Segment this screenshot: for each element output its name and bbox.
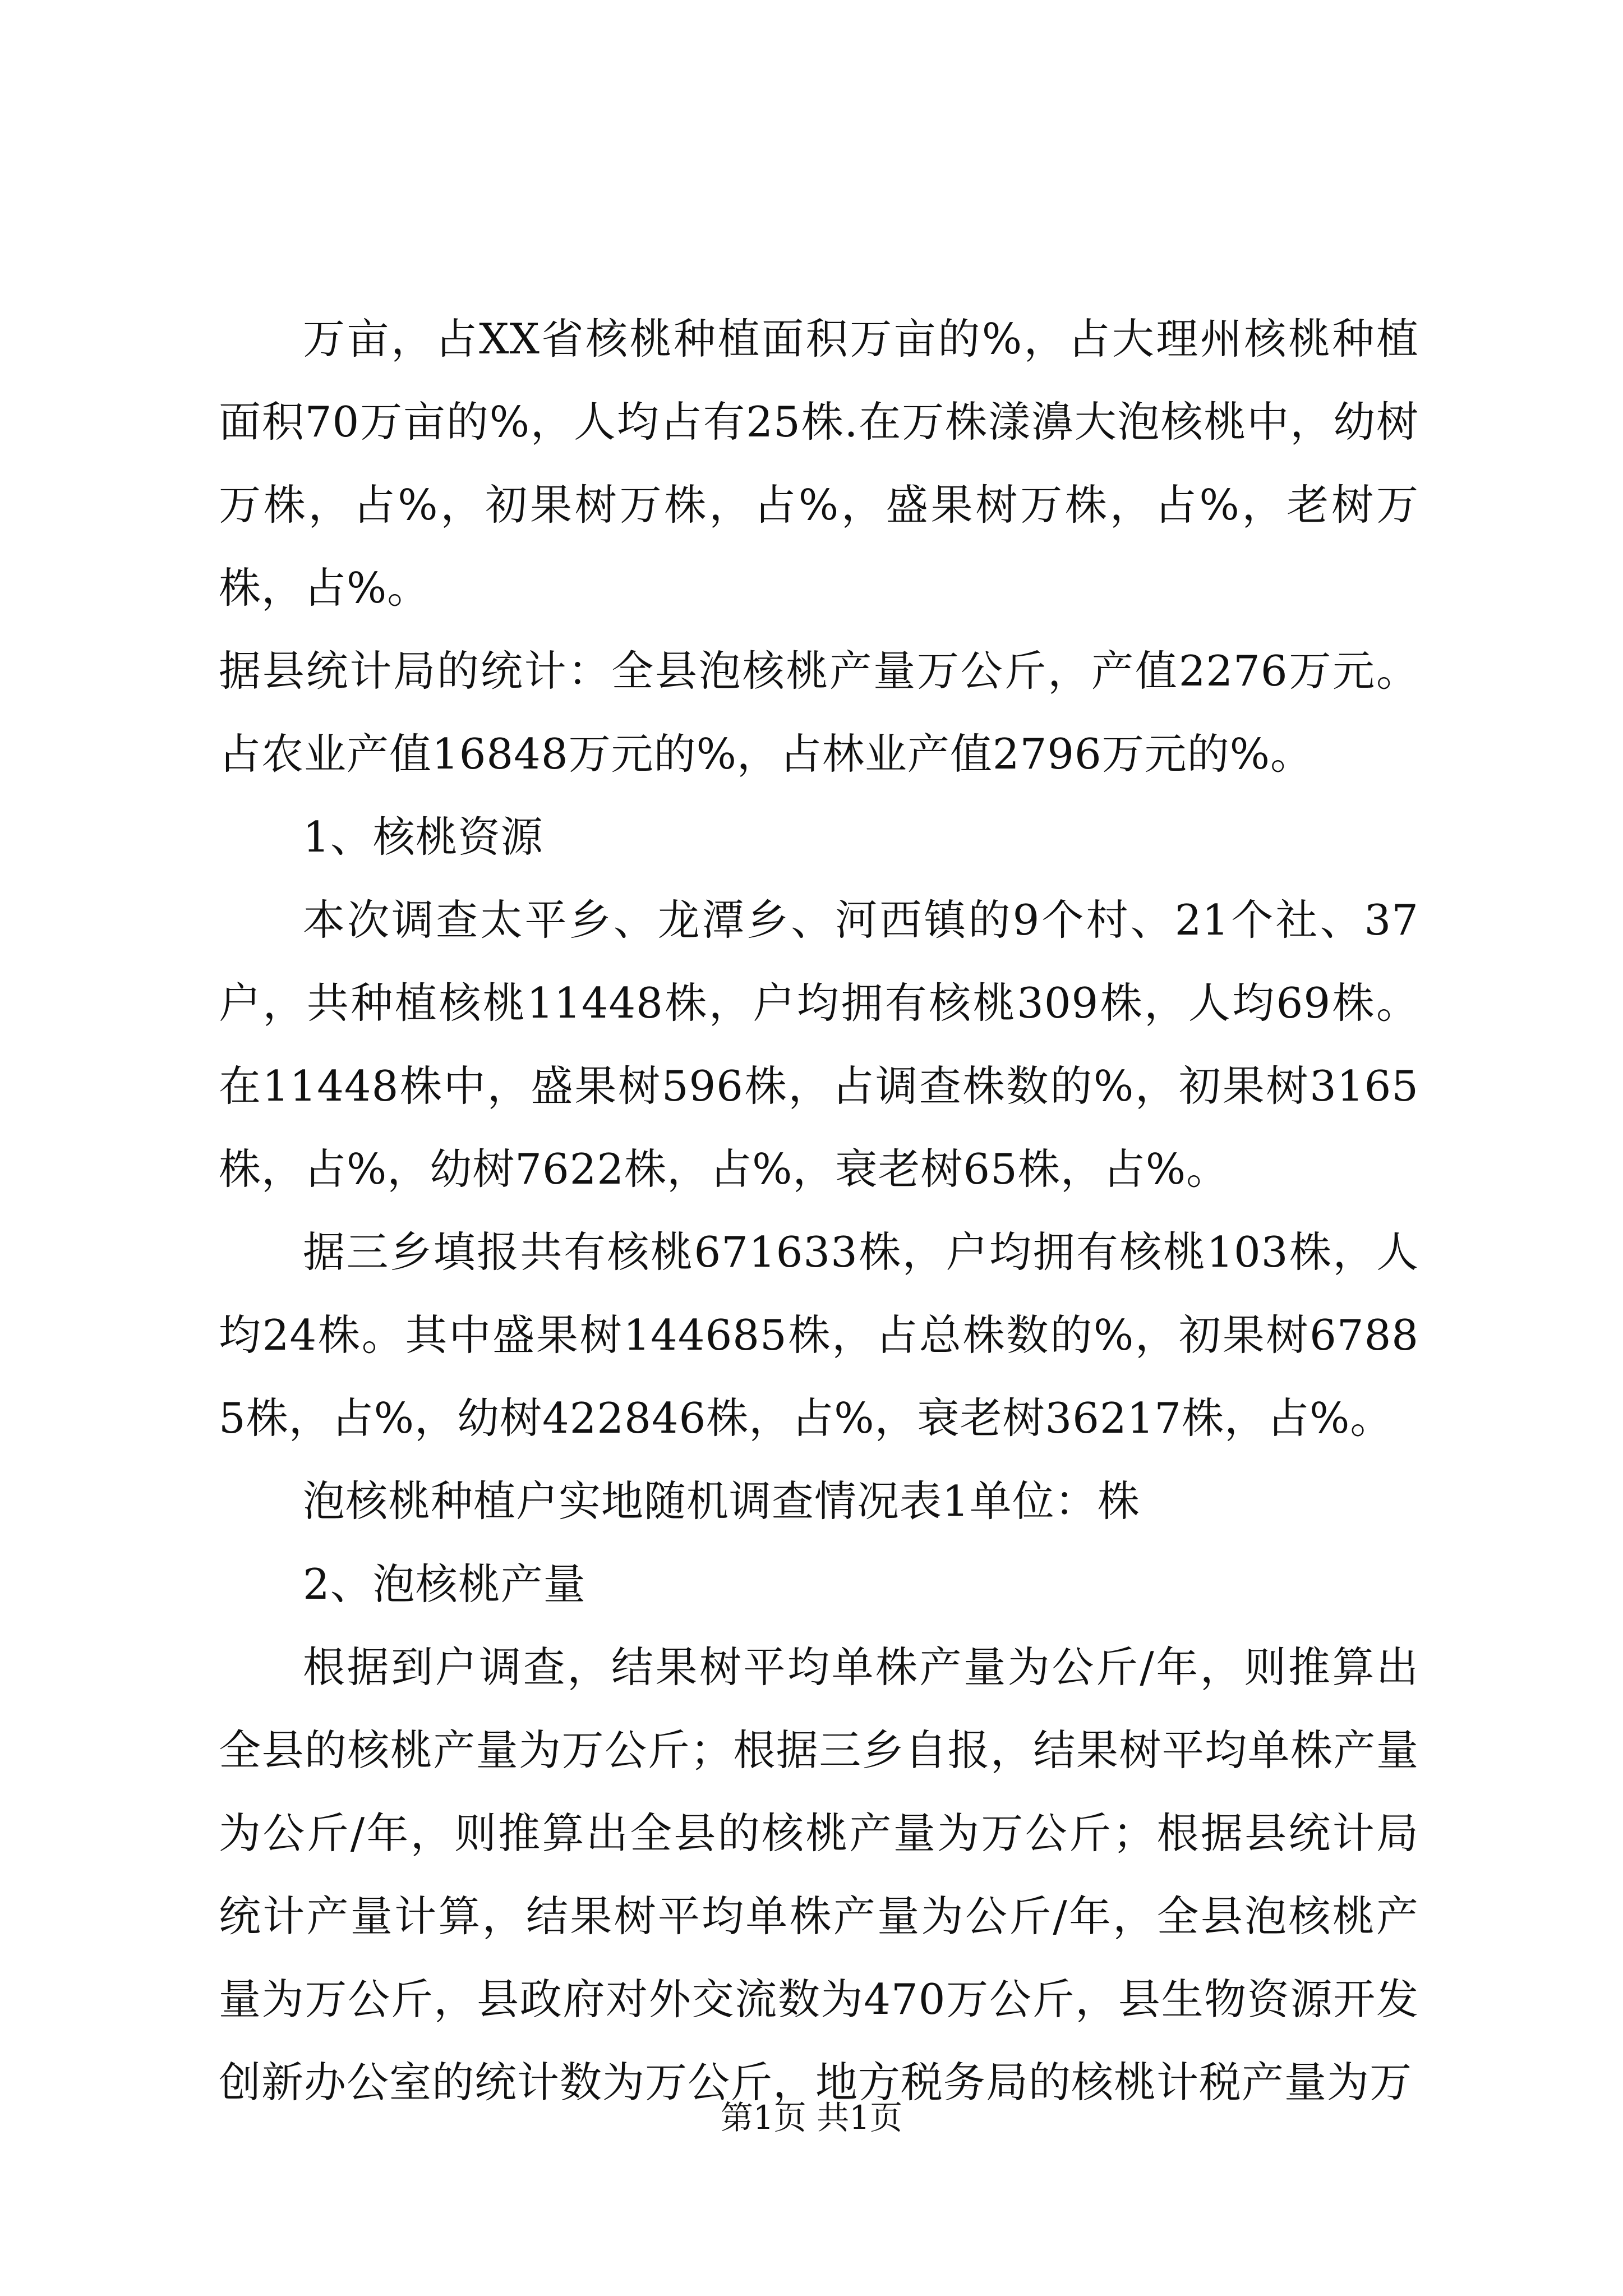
page-footer xyxy=(0,2098,1623,2137)
section-heading-walnut-resources: 1、核桃资源 xyxy=(303,812,543,862)
document-body xyxy=(219,297,1419,2124)
paragraph-township-reports: 据三乡填报共有核桃671633株，户均拥有核桃103株，人均24株。其中盛果树144685株，占总株数的%，初果树67885株，占%，幼树422846株，占%，衰老树36217株，占%。 xyxy=(219,1227,1419,1443)
section-heading-walnut-yield: 2、泡核桃产量 xyxy=(303,1559,586,1609)
paragraph-statistics-bureau: 据县统计局的统计：全县泡核桃产量万公斤，产值2276万元。占农业产值16848万元的%，占林业产值2796万元的%。 xyxy=(219,646,1419,779)
paragraph-survey-results: 本次调查太平乡、龙潭乡、河西镇的9个村、21个社、37户，共种植核桃11448株，户均拥有核桃309株，人均69株。在11448株中，盛果树596株，占调查株数的%，初果树3165株，占%，幼树7622株，占%，衰老树65株，占%。 xyxy=(219,895,1419,1194)
page-number-label: 第1页 共1页 xyxy=(720,2099,903,2137)
paragraph-yield-estimates: 根据到户调查，结果树平均单株产量为公斤/年，则推算出全县的核桃产量为万公斤；根据三乡自报，结果树平均单株产量为公斤/年，则推算出全县的核桃产量为万公斤；根据县统计局统计产量计算，结果树平均单株产量为公斤/年，全县泡核桃产量为万公斤，县政府对外交流数为470万公斤，县生物资源开发创新办公室的统计数为万公斤，地方税务局的核桃计税产量为万 xyxy=(219,1642,1419,2107)
table-caption: 泡核桃种植户实地随机调查情况表1单位：株 xyxy=(303,1476,1140,1526)
paragraph-area-stats: 万亩，占XX省核桃种植面积万亩的%，占大理州核桃种植面积70万亩的%，人均占有25株.在万株漾濞大泡核桃中，幼树万株，占%，初果树万株，占%，盛果树万株，占%，老树万株，占%。 xyxy=(219,314,1419,613)
